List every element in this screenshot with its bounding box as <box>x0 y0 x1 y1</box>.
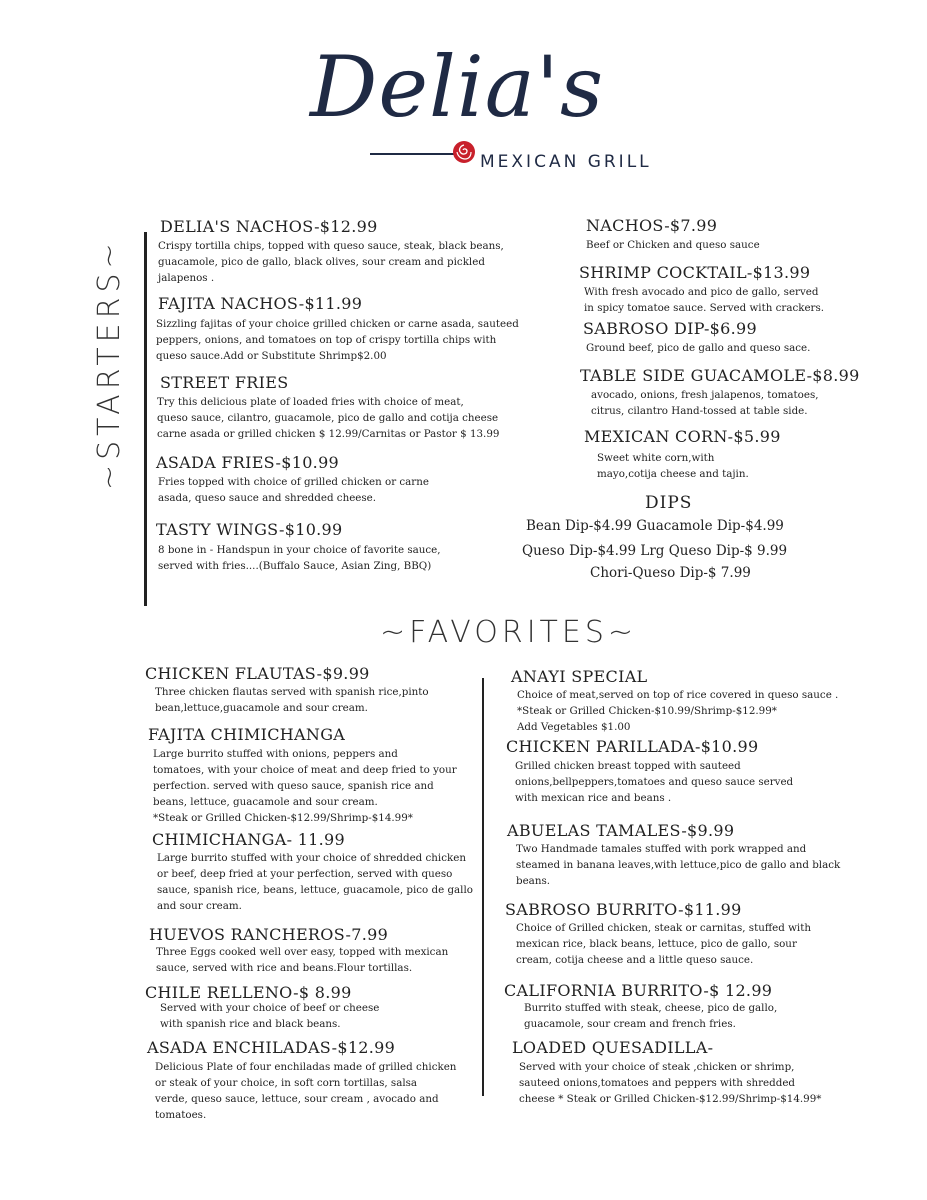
menu-item-title: SABROSO BURRITO-$11.99 <box>505 900 742 919</box>
menu-item-description: Beef or Chicken and queso sauce <box>586 239 760 251</box>
dip-line: Chori-Queso Dip-$ 7.99 <box>590 565 751 581</box>
menu-item-description: Large burrito stuffed with onions, peppers and tomatoes, with your choice of meat and deep fried to your perfection. served with queso sauce, spanish rice and beans, lettuce, guacamole and sour cream. *Steak or Grilled Chicken-$12.99/Shrimp-$14.99* <box>153 748 457 824</box>
menu-item-description: Choice of meat,served on top of rice covered in queso sauce . *Steak or Grilled Chicken-$10.99/Shrimp-$12.99* Add Vegetables $1.00 <box>517 689 839 733</box>
menu-item-description: Sizzling fajitas of your choice grilled chicken or carne asada, sauteed peppers, onions, and tomatoes on top of crispy tortilla chips with queso sauce.Add or Substitute Shrimp$2.00 <box>156 318 519 362</box>
restaurant-logo-subtitle: MEXICAN GRILL <box>480 152 652 172</box>
menu-item-title: CALIFORNIA BURRITO-$ 12.99 <box>504 981 773 1000</box>
logo-divider <box>370 153 454 155</box>
menu-item-description: Served with your choice of steak ,chicken or shrimp, sauteed onions,tomatoes and peppers with shredded cheese * Steak or Grilled Chicken-$12.99/Shrimp-$14.99* <box>519 1061 822 1105</box>
menu-item-title: ASADA FRIES-$10.99 <box>156 453 340 472</box>
dip-line: Queso Dip-$4.99 Lrg Queso Dip-$ 9.99 <box>522 543 788 559</box>
menu-item-title: MEXICAN CORN-$5.99 <box>584 427 781 446</box>
menu-item-description: Three chicken flautas served with spanish rice,pinto bean,lettuce,guacamole and sour cream. <box>155 686 429 714</box>
menu-item-description: avocado, onions, fresh jalapenos, tomatoes, citrus, cilantro Hand-tossed at table side. <box>591 389 819 417</box>
menu-item-title: ANAYI SPECIAL <box>511 667 648 686</box>
menu-item-title: CHICKEN PARILLADA-$10.99 <box>506 737 759 756</box>
menu-item-title: NACHOS-$7.99 <box>586 216 718 235</box>
menu-item-description: Try this delicious plate of loaded fries with choice of meat, queso sauce, cilantro, guacamole, pico de gallo and cotija cheese carne asada or grilled chicken $ 12.99/Carnitas or Pastor $ 13.99 <box>157 396 500 440</box>
favorites-heading: ~FAVORITES~ <box>380 615 638 650</box>
menu-item-title: ASADA ENCHILADAS-$12.99 <box>147 1038 396 1057</box>
menu-item-description: Three Eggs cooked well over easy, topped with mexican sauce, served with rice and beans.Flour tortillas. <box>156 946 449 974</box>
menu-item-description: Crispy tortilla chips, topped with queso sauce, steak, black beans, guacamole, pico de gallo, black olives, sour cream and pickled jalapenos . <box>158 240 504 284</box>
menu-item-description: Two Handmade tamales stuffed with pork wrapped and steamed in banana leaves,with lettuce,pico de gallo and black beans. <box>516 843 841 887</box>
menu-item-description: Served with your choice of beef or cheese with spanish rice and black beans. <box>160 1002 380 1030</box>
menu-item-description: With fresh avocado and pico de gallo, served in spicy tomatoe sauce. Served with crackers. <box>584 286 825 314</box>
menu-item-title: CHICKEN FLAUTAS-$9.99 <box>145 664 370 683</box>
menu-item-title: TASTY WINGS-$10.99 <box>156 520 343 539</box>
restaurant-logo-name: Delia's <box>310 38 605 136</box>
menu-item-title: SHRIMP COCKTAIL-$13.99 <box>579 263 811 282</box>
menu-item-title: TABLE SIDE GUACAMOLE-$8.99 <box>580 366 860 385</box>
menu-item-title: SABROSO DIP-$6.99 <box>583 319 757 338</box>
menu-item-title: FAJITA CHIMICHANGA <box>148 725 346 744</box>
menu-item-title: HUEVOS RANCHEROS-7.99 <box>149 925 389 944</box>
favorites-divider <box>482 678 484 1096</box>
menu-item-description: Grilled chicken breast topped with sauteed onions,bellpeppers,tomatoes and queso sauce served with mexican rice and beans . <box>515 760 794 804</box>
menu-item-description: Burrito stuffed with steak, cheese, pico de gallo, guacamole, sour cream and french fries. <box>524 1002 778 1030</box>
menu-item-description: Choice of Grilled chicken, steak or carnitas, stuffed with mexican rice, black beans, lettuce, pico de gallo, sour cream, cotija cheese and a little queso sauce. <box>516 922 811 966</box>
menu-item-title: STREET FRIES <box>160 373 289 392</box>
menu-item-description: Ground beef, pico de gallo and queso sace. <box>586 342 811 354</box>
rose-icon <box>452 140 476 164</box>
menu-item-description: Fries topped with choice of grilled chicken or carne asada, queso sauce and shredded cheese. <box>158 476 429 504</box>
menu-item-description: 8 bone in - Handspun in your choice of favorite sauce, served with fries....(Buffalo Sauce, Asian Zing, BBQ) <box>158 544 441 572</box>
menu-item-description: Large burrito stuffed with your choice of shredded chicken or beef, deep fried at your perfection, served with queso sauce, spanish rice, beans, lettuce, guacamole, pico de gallo and sour cream. <box>157 852 473 912</box>
menu-item-title: DELIA'S NACHOS-$12.99 <box>160 217 378 236</box>
menu-item-description: Sweet white corn,with mayo,cotija cheese and tajin. <box>597 452 749 480</box>
starters-divider <box>144 232 147 606</box>
menu-item-title: ABUELAS TAMALES-$9.99 <box>507 821 735 840</box>
menu-item-title: FAJITA NACHOS-$11.99 <box>158 294 363 313</box>
menu-item-description: Delicious Plate of four enchiladas made of grilled chicken or steak of your choice, in soft corn tortillas, salsa verde, queso sauce, lettuce, sour cream , avocado and tomatoes. <box>155 1061 457 1121</box>
starters-heading: ~STARTERS~ <box>92 238 127 490</box>
dip-line: Bean Dip-$4.99 Guacamole Dip-$4.99 <box>526 518 784 534</box>
dips-heading: DIPS <box>645 493 693 513</box>
menu-item-title: LOADED QUESADILLA- <box>512 1038 714 1057</box>
menu-item-title: CHILE RELLENO-$ 8.99 <box>145 983 352 1002</box>
menu-item-title: CHIMICHANGA- 11.99 <box>152 830 346 849</box>
